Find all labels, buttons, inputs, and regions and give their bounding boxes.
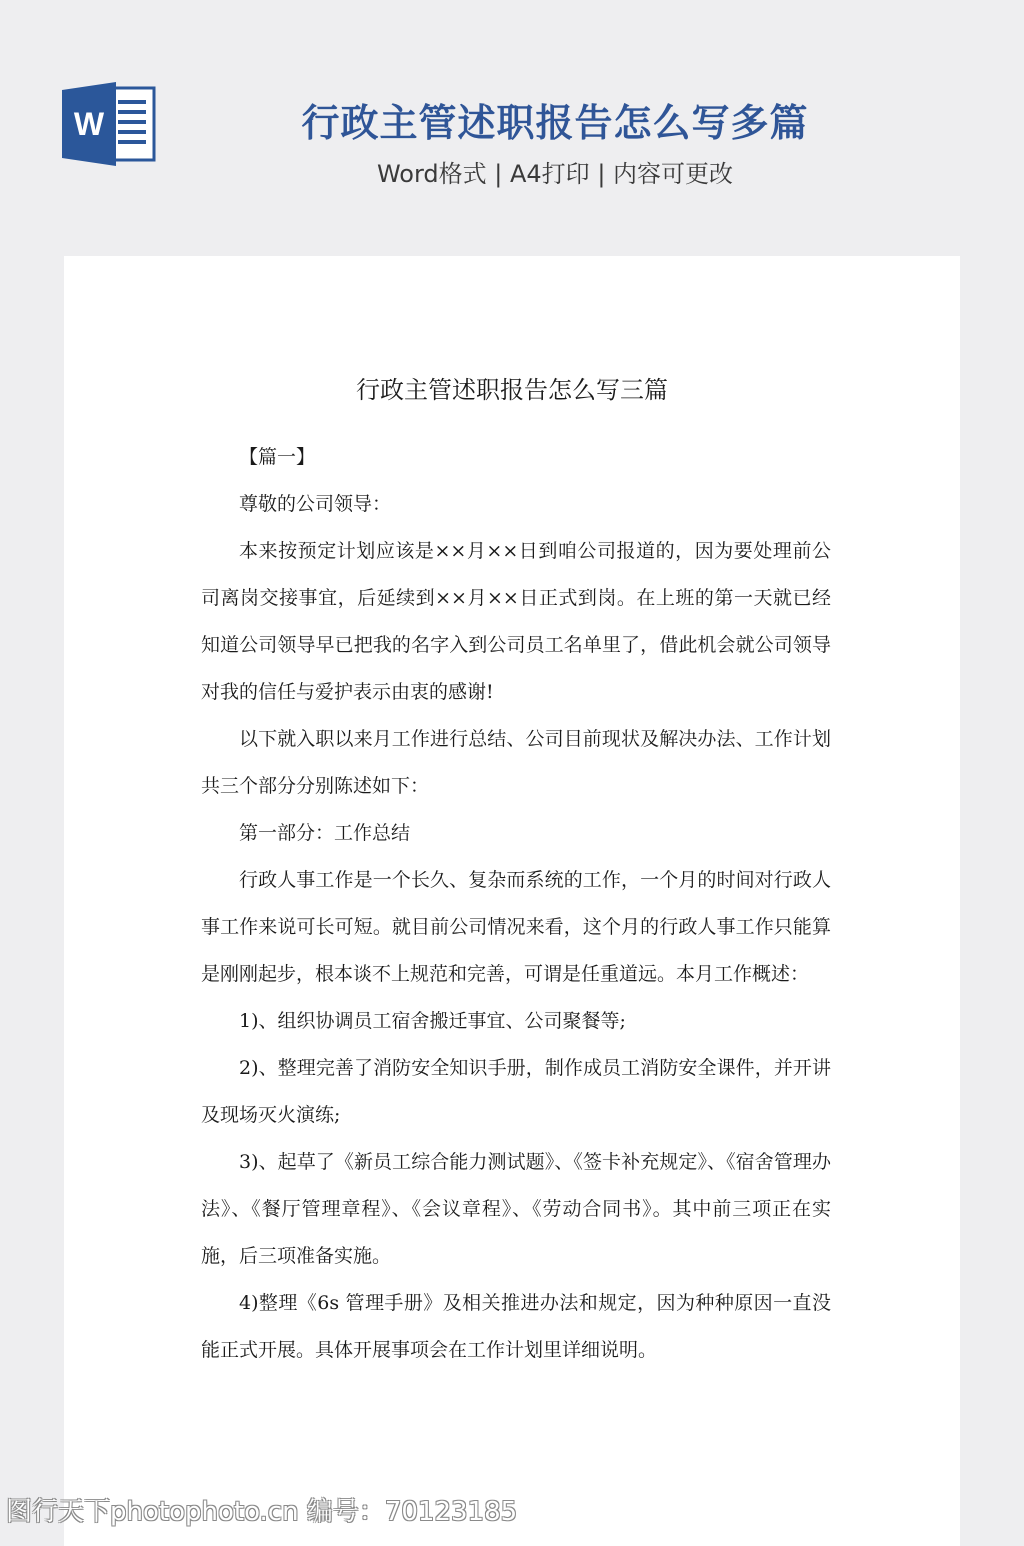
banner-subtitle: Word格式 | A4打印 | 内容可更改	[376, 160, 734, 188]
body-paragraph: 以下就入职以来月工作进行总结、公司目前现状及解决办法、工作计划共三个部分分别陈述如下：	[201, 728, 831, 797]
document-page	[64, 256, 960, 1546]
header-banner	[0, 0, 1024, 250]
salutation: 尊敬的公司领导：	[239, 493, 392, 515]
part-heading: 第一部分：工作总结	[239, 822, 411, 844]
banner-title: 行政主管述职报告怎么写多篇	[301, 101, 809, 145]
list-item: 2)、整理完善了消防安全知识手册，制作成员工消防安全课件，并开讲及现场灭火演练;	[201, 1057, 831, 1126]
list-item: 4)整理《6s 管理手册》及相关推进办法和规定，因为种种原因一直没能正式开展。具体开展事项会在工作计划里详细说明。	[201, 1292, 831, 1361]
list-item: 3)、起草了《新员工综合能力测试题》、《签卡补充规定》、《宿舍管理办法》、《餐厅管理章程》、《会议章程》、《劳动合同书》。其中前三项正在实施，后三项准备实施。	[201, 1151, 831, 1267]
body-paragraph: 本来按预定计划应该是××月××日到咱公司报道的，因为要处理前公司离岗交接事宜，后延续到××月××日正式到岗。在上班的第一天就已经知道公司领导早已把我的名字入到公司员工名单里了，借此机会就公司领导对我的信任与爱护表示由衷的感谢!	[201, 540, 831, 703]
svg-text:W: W	[73, 106, 105, 142]
watermark-text: 图行天下photophoto.cn 编号：70123185	[6, 1497, 518, 1527]
document-title: 行政主管述职报告怎么写三篇	[356, 376, 668, 404]
section-heading: 【篇一】	[239, 446, 316, 468]
list-item: 1)、组织协调员工宿舍搬迁事宜、公司聚餐等;	[239, 1010, 626, 1032]
document-body	[201, 434, 831, 1374]
word-document-icon	[62, 82, 156, 166]
body-paragraph: 行政人事工作是一个长久、复杂而系统的工作，一个月的时间对行政人事工作来说可长可短。就目前公司情况来看，这个月的行政人事工作只能算是刚刚起步，根本谈不上规范和完善，可谓是任重道远。本月工作概述：	[201, 869, 831, 985]
